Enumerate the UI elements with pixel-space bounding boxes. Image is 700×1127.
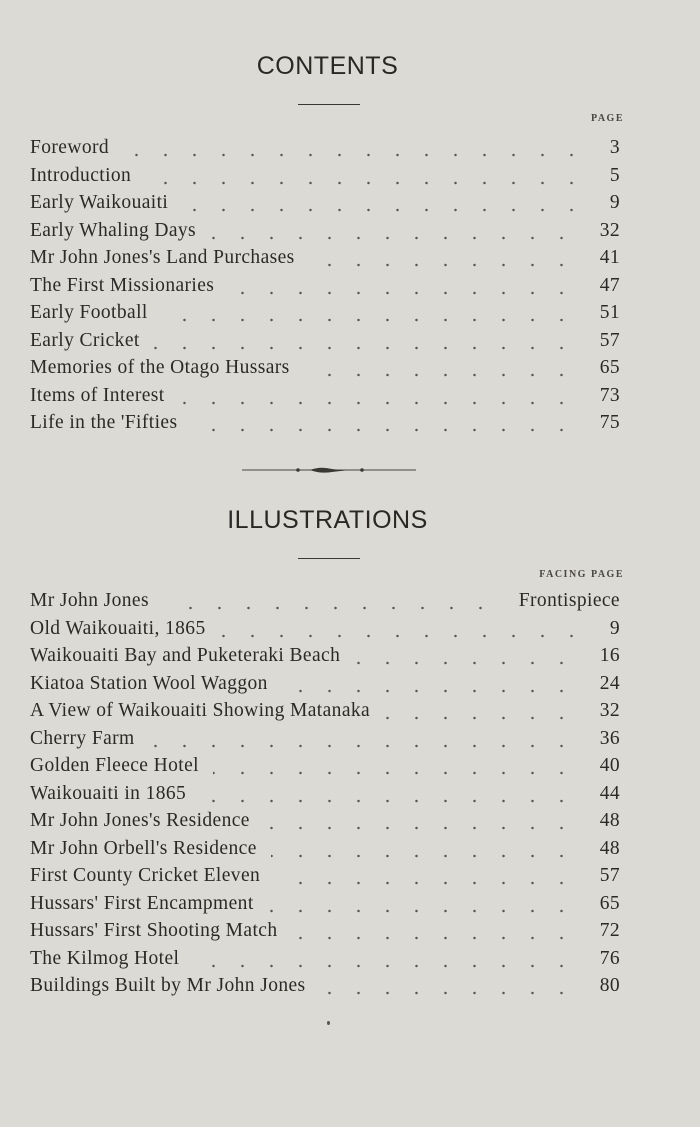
dot-leader (213, 752, 576, 780)
illustration-entry (30, 780, 620, 808)
illustration-entry-page: 76 (599, 947, 620, 969)
illustrations-list (30, 587, 620, 1000)
contents-heading: CONTENTS (256, 52, 399, 80)
ornament-divider-icon (240, 462, 418, 478)
dot-leader (228, 272, 576, 300)
contents-entry-title: The First Missionaries (30, 274, 215, 296)
contents-entry (30, 354, 620, 382)
contents-entry-page: 65 (599, 357, 620, 378)
illustration-entry-title: Waikouaiti Bay and Puketeraki Beach (30, 645, 341, 666)
illustrations-rule (298, 558, 360, 559)
illustration-entry-page: 44 (599, 782, 620, 804)
illustration-entry-title: First County Cricket Eleven (30, 865, 261, 886)
illustration-entry-title: Hussars' First Encampment (30, 892, 254, 914)
contents-entry-page: 75 (599, 412, 620, 433)
contents-entry-page: 57 (599, 329, 620, 351)
illustration-entry-page: 16 (599, 645, 620, 666)
dot-leader (154, 327, 576, 355)
page-mark (327, 1021, 330, 1025)
illustration-entry-page: 24 (599, 672, 620, 694)
contents-entry-title: Foreword (30, 137, 110, 158)
contents-entry-page: 32 (599, 219, 620, 241)
dot-leader (200, 780, 576, 808)
contents-entry-title: Early Waikouaiti (30, 192, 169, 213)
illustration-entry-title: Waikouaiti in 1865 (30, 782, 187, 804)
illustration-entry (30, 587, 620, 615)
illustration-entry-page: 48 (599, 837, 620, 859)
illustration-entry-page: 36 (599, 727, 620, 749)
illustration-entry-title: The Kilmog Hotel (30, 947, 180, 969)
contents-rule (298, 104, 360, 105)
contents-entry-title: Life in the 'Fifties (30, 412, 178, 433)
contents-entry-title: Early Football (30, 302, 148, 323)
contents-entry-title: Items of Interest (30, 384, 165, 406)
illustration-entry-page: 80 (599, 975, 620, 996)
contents-entry (30, 409, 620, 437)
illustration-entry (30, 697, 620, 725)
contents-entry (30, 327, 620, 355)
illustration-entry-page: 48 (599, 810, 620, 831)
dot-leader (123, 134, 586, 162)
illustration-entry (30, 972, 620, 1000)
illustration-entry (30, 752, 620, 780)
contents-entry-title: Early Whaling Days (30, 219, 197, 241)
contents-entry-title: Mr John Jones's Land Purchases (30, 247, 295, 268)
illustration-entry (30, 807, 620, 835)
dot-leader (320, 972, 576, 1000)
illustration-entry (30, 890, 620, 918)
illustration-entry-page: 32 (599, 700, 620, 721)
contents-entry (30, 382, 620, 410)
dot-leader (149, 725, 576, 753)
dot-leader (210, 217, 576, 245)
contents-entry-title: Early Cricket (30, 329, 140, 351)
contents-entry-title: Memories of the Otago Hussars (30, 357, 290, 378)
dot-leader (145, 162, 586, 190)
dot-leader (182, 189, 586, 217)
illustration-entry (30, 670, 620, 698)
illustration-entry (30, 862, 620, 890)
illustration-entry-page: 65 (599, 892, 620, 914)
dot-leader (304, 354, 576, 382)
dot-leader (264, 807, 576, 835)
illustration-entry-title: Hussars' First Shooting Match (30, 920, 278, 941)
illustration-entry-page: 9 (609, 617, 620, 639)
illustration-entry-page: Frontispiece (518, 590, 620, 611)
illustration-entry-page: 40 (599, 755, 620, 776)
contents-entry (30, 162, 620, 190)
contents-entry-page: 73 (599, 384, 620, 406)
illustration-entry-title: Buildings Built by Mr John Jones (30, 975, 306, 996)
contents-entry (30, 244, 620, 272)
illustration-entry-title: Mr John Orbell's Residence (30, 837, 257, 859)
illustrations-heading: ILLUSTRATIONS (227, 506, 428, 534)
contents-entry (30, 272, 620, 300)
illustration-entry-title: Cherry Farm (30, 727, 135, 749)
contents-entry-page: 5 (609, 164, 620, 186)
contents-entry-title: Introduction (30, 164, 132, 186)
contents-list (30, 134, 620, 437)
contents-page-label: PAGE (590, 113, 624, 124)
illustration-entry-page: 72 (599, 920, 620, 941)
dot-leader (193, 945, 576, 973)
contents-entry-page: 3 (609, 137, 620, 158)
dot-leader (220, 615, 586, 643)
illustration-entry-title: Old Waikouaiti, 1865 (30, 617, 206, 639)
dot-leader (309, 244, 576, 272)
illustration-entry-page: 57 (599, 865, 620, 886)
dot-leader (292, 917, 576, 945)
dot-leader (271, 835, 576, 863)
dot-leader (268, 890, 576, 918)
illustration-entry-title: Kiatoa Station Wool Waggon (30, 672, 268, 694)
contents-entry-page: 51 (599, 302, 620, 323)
illustration-entry-title: Mr John Jones's Residence (30, 810, 250, 831)
dot-leader (179, 382, 576, 410)
dot-leader (163, 587, 495, 615)
illustration-entry (30, 615, 620, 643)
illustration-entry (30, 642, 620, 670)
dot-leader (162, 299, 576, 327)
dot-leader (191, 409, 576, 437)
illustration-entry (30, 945, 620, 973)
contents-entry-page: 9 (609, 192, 620, 213)
contents-entry (30, 299, 620, 327)
contents-entry (30, 217, 620, 245)
illustration-entry-title: Mr John Jones (30, 590, 149, 611)
contents-entry (30, 134, 620, 162)
contents-entry-page: 41 (599, 247, 620, 268)
illustration-entry-title: Golden Fleece Hotel (30, 755, 199, 776)
illustration-entry (30, 835, 620, 863)
contents-entry-page: 47 (599, 274, 620, 296)
contents-entry (30, 189, 620, 217)
dot-leader (384, 697, 576, 725)
dot-leader (282, 670, 576, 698)
illustration-entry-title: A View of Waikouaiti Showing Matanaka (30, 700, 371, 721)
illustrations-page-label: FACING PAGE (539, 569, 624, 580)
dot-leader (354, 642, 576, 670)
illustration-entry (30, 725, 620, 753)
dot-leader (274, 862, 576, 890)
illustration-entry (30, 917, 620, 945)
